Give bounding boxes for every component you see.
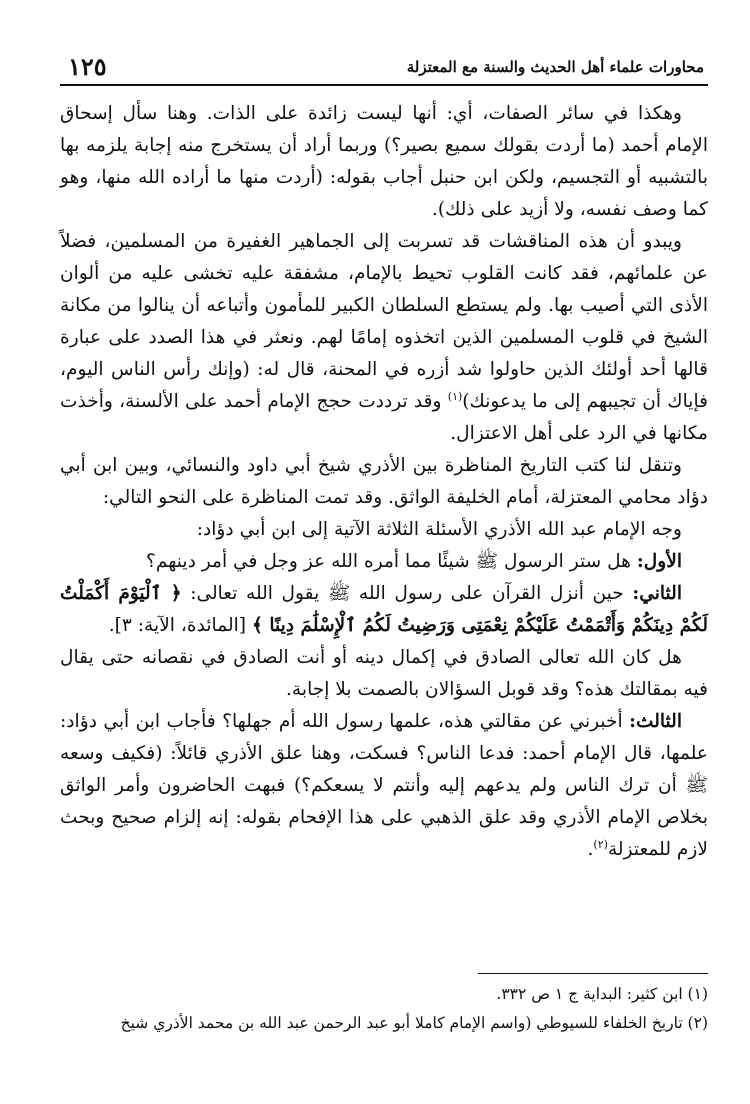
question-label: الثالث: <box>629 711 682 732</box>
paragraph-text: هل ستر الرسول ﷺ شيئًا مما أمره الله عز وجل في أمر دينهم؟ <box>145 551 637 572</box>
question-second <box>60 578 708 642</box>
paragraph-text: أخبرني عن مقالتي هذه، علمها رسول الله أم جهلها؟ فأجاب ابن أبي دؤاد: علمها، قال الإمام أحمد: فدعا الناس؟ فسكت، وهنا علق الأذري قائلاً: (فكيف وسعه ﷺ أن ترك الناس ولم يدعهم إليه وأنتم لا يسعكم؟) فبهت الحاضرون وأمر الواثق بخلاص الإمام الأذري وقد علق الذهبي على هذا الإفحام بقوله: إنه إلزام صحيح وبحث لازم للمعتزلة <box>60 711 708 860</box>
paragraph-text: ويبدو أن هذه المناقشات قد تسربت إلى الجماهير الغفيرة من المسلمين، فضلاً عن علمائهم، فقد كانت القلوب تحيط بالإمام، مشفقة عليه تخشى عليه من ألوان الأذى التي أصيب بها. ولم يستطع السلطان الكبير للمأمون وأتباعه أن ينالوا من مكانة الشيخ في قلوب المسلمين الذين اتخذوه إمامًا لهم. ونعثر في هذا الصدد على عبارة قالها أحد أولئك الذين حاولوا شد أزره في المحنة، قال له: (وإنك رأس الناس اليوم، فإياك أن تجيبهم إلى ما يدعونك) <box>60 231 709 412</box>
question-label: الثاني: <box>632 583 682 604</box>
footnote-rule <box>478 973 708 974</box>
paragraph-text-cont: . <box>587 839 594 860</box>
question-first <box>60 546 708 578</box>
footnote-ref[interactable]: (١) <box>447 389 463 403</box>
paragraph <box>60 514 708 546</box>
paragraph <box>60 226 708 450</box>
footnote-2: (٢) تاريخ الخلفاء للسيوطي (واسم الإمام كاملا أبو عبد الرحمن عبد الله بن محمد الأذري شيخ <box>120 1014 708 1032</box>
paragraph-text: حين أنزل القرآن على رسول الله ﷺ يقول الله تعالى: <box>181 583 633 604</box>
paragraph <box>60 450 708 514</box>
question-third <box>60 706 708 866</box>
header-rule <box>60 84 708 86</box>
page-number: ١٢٥ <box>68 52 107 81</box>
paragraph <box>60 98 708 226</box>
paragraph-text: وجه الإمام عبد الله الأذري الأسئلة الثلاثة الآتية إلى ابن أبي دؤاد: <box>196 519 682 540</box>
running-title: محاورات علماء أهل الحديث والسنة مع المعتزلة <box>406 58 704 76</box>
verse-citation: [المائدة، الآية: ٣]. <box>108 615 252 636</box>
body-text <box>60 98 708 866</box>
paragraph <box>60 642 708 706</box>
footnote-1: (١) ابن كثير: البداية ج ١ ص ٣٣٢. <box>496 985 708 1003</box>
running-header <box>60 48 708 84</box>
footnote-ref[interactable]: (٢) <box>593 837 608 851</box>
quran-verse: ﴿ ٱلْيَوْمَ أَكْمَلْتُ لَكُمْ دِينَكُمْ وَأَتْمَمْتُ عَلَيْكُمْ نِعْمَتِى وَرَضِيتُ لَكُمُ ٱلْإِسْلَٰمَ دِينًا ﴾ <box>60 583 708 636</box>
question-label: الأول: <box>636 551 682 572</box>
paragraph-text: هل كان الله تعالى الصادق في إكمال دينه أو أنت الصادق في نقصانه حتى يقال فيه بمقالتك هذه؟ وقد قوبل السؤالان بالصمت بلا إجابة. <box>60 647 708 700</box>
footnotes <box>60 980 708 1038</box>
paragraph-text: وتنقل لنا كتب التاريخ المناظرة بين الأذري شيخ أبي داود والنسائي، وبين ابن أبي دؤاد محامي المعتزلة، أمام الخليفة الواثق. وقد تمت المناظرة على النحو التالي: <box>60 455 708 508</box>
paragraph-text-cont: وقد ترددت حجج الإمام أحمد على الألسنة، وأخذت مكانها في الرد على أهل الاعتزال. <box>60 391 708 444</box>
paragraph-text: وهكذا في سائر الصفات، أي: أنها ليست زائدة على الذات. وهنا سأل إسحاق الإمام أحمد (ما أردت بقولك سميع بصير؟) وربما أراد أن يستخرج منه إجابة يلزمه بها بالتشبيه أو التجسيم، ولكن ابن حنبل أجاب بقوله: (أردت منها ما أراده الله منها، وهو كما وصف نفسه، ولا أزيد على ذلك). <box>60 103 708 220</box>
book-page <box>60 48 708 1068</box>
